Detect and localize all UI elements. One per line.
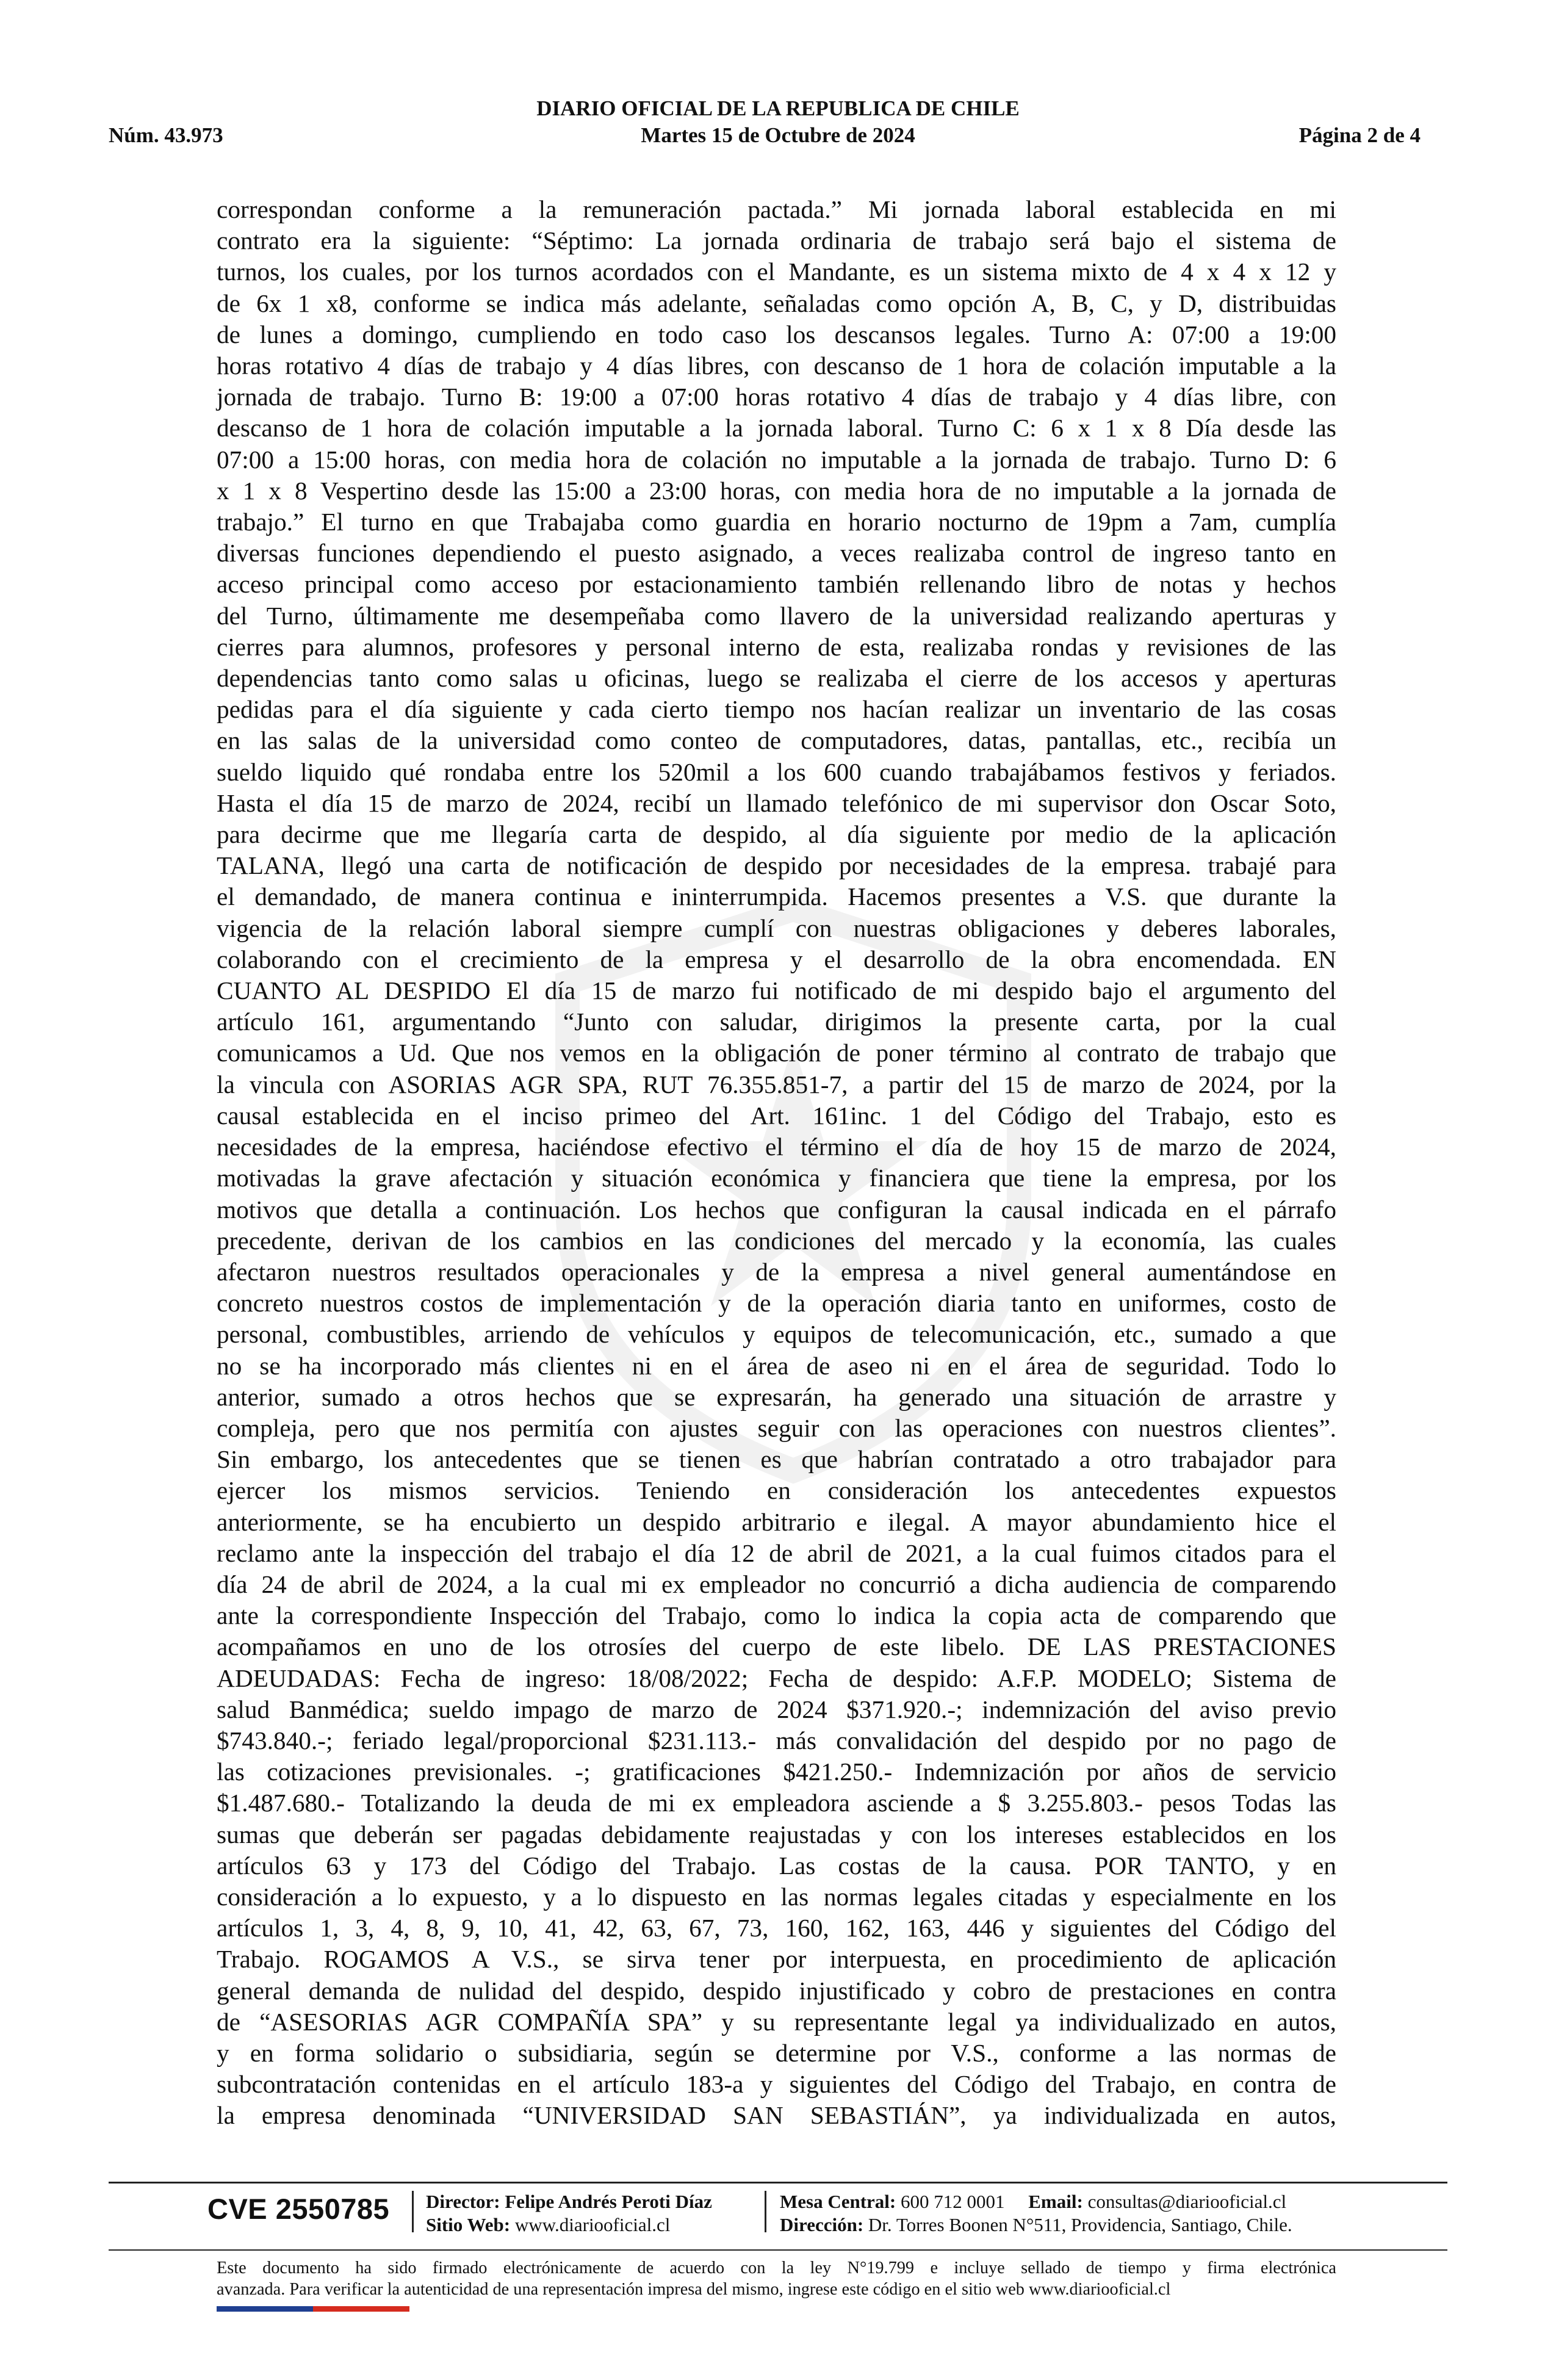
body-line: para decirme que me llegaría carta de despido, al día siguiente por medio de la aplicación (217, 820, 1336, 849)
body-line: turnos, los cuales, por los turnos acordados con el Mandante, es un sistema mixto de 4 x 4 x 12 y (217, 258, 1336, 286)
body-line: jornada de trabajo. Turno B: 19:00 a 07:00 horas rotativo 4 días de trabajo y 4 días libre, con (217, 383, 1336, 411)
flag-stripe-red (313, 2306, 409, 2312)
body-line: de lunes a domingo, cumpliendo en todo caso los descansos legales. Turno A: 07:00 a 19:00 (217, 320, 1336, 348)
body-line: compleja, pero que nos permitía con ajustes seguir con las operaciones con nuestros clientes”. (217, 1413, 1336, 1442)
body-line: TALANA, llegó una carta de notificación de despido por necesidades de la empresa. trabajé para (217, 851, 1336, 880)
body-line: CUANTO AL DESPIDO El día 15 de marzo fui notificado de mi despido bajo el argumento del (217, 976, 1336, 1005)
body-line: salud Banmédica; sueldo impago de marzo de 2024 $371.920.-; indemnización del aviso previo (217, 1695, 1336, 1723)
body-line: artículo 161, argumentando “Junto con saludar, dirigimos la presente carta, por la cual (217, 1008, 1336, 1036)
body-line: reclamo ante la inspección del trabajo el día 12 de abril de 2021, a la cual fuimos citados para el (217, 1538, 1336, 1567)
disclaimer-line: avanzada. Para verificar la autenticidad de una representación impresa del mismo, ingrese este código en el sitio web www.diariooficial.cl (217, 2280, 1171, 2299)
email-label: Email: (1028, 2191, 1083, 2212)
website-info (426, 2214, 670, 2236)
body-line: anteriormente, se ha encubierto un despido arbitrario e ilegal. A mayor abundamiento hice el (217, 1507, 1336, 1536)
issue-date: Martes 15 de Octubre de 2024 (641, 123, 915, 147)
body-line: acceso principal como acceso por estacionamiento también rellenando libro de notas y hechos (217, 570, 1336, 599)
footer-bottom-rule (109, 2249, 1447, 2251)
website-label: Sitio Web: (426, 2214, 511, 2235)
footer-top-rule (109, 2182, 1447, 2183)
body-line: contrato era la siguiente: “Séptimo: La jornada ordinaria de trabajo será bajo el sistema de (217, 226, 1336, 255)
signature-disclaimer (217, 2257, 1336, 2300)
body-line: trabajo.” El turno en que Trabajaba como guardia en horario nocturno de 19pm a 7am, cumplía (217, 508, 1336, 536)
body-line: ejercer los mismos servicios. Teniendo en consideración los antecedentes expuestos (217, 1476, 1336, 1505)
body-line: x 1 x 8 Vespertino desde las 15:00 a 23:00 horas, con media hora de no imputable a la jornada de (217, 476, 1336, 505)
phone-label: Mesa Central: (780, 2191, 896, 2212)
address-value: Dr. Torres Boonen N°511, Providencia, Santiago, Chile. (868, 2214, 1292, 2235)
flag-stripe-blue (217, 2306, 313, 2312)
body-line: Sin embargo, los antecedentes que se tienen es que habrían contratado a otro trabajador para (217, 1445, 1336, 1474)
disclaimer-line: Este documento ha sido firmado electrónicamente de acuerdo con la ley N°19.799 e incluye sellado de tiempo y firma electrónica (217, 2259, 1336, 2277)
body-line: diversas funciones dependiendo el puesto asignado, a veces realizaba control de ingreso tanto en (217, 539, 1336, 568)
body-line: día 24 de abril de 2024, a la cual mi ex empleador no concurrió a dicha audiencia de comparendo (217, 1570, 1336, 1598)
body-line: del Turno, últimamente me desempeñaba como llavero de la universidad realizando aperturas y (217, 601, 1336, 630)
address-label: Dirección: (780, 2214, 864, 2235)
body-line: las cotizaciones previsionales. -; gratificaciones $421.250.- Indemnización por años de servicio (217, 1758, 1336, 1786)
body-line: vigencia de la relación laboral siempre cumplí con nuestras obligaciones y deberes laborales, (217, 914, 1336, 942)
director-value: Felipe Andrés Peroti Díaz (505, 2191, 712, 2212)
cve-code: CVE 2550785 (207, 2193, 390, 2225)
director-info (426, 2191, 712, 2213)
body-line: ADEUDADAS: Fecha de ingreso: 18/08/2022; Fecha de despido: A.F.P. MODELO; Sistema de (217, 1664, 1336, 1692)
body-line: general demanda de nulidad del despido, despido injustificado y cobro de prestaciones en contra (217, 1976, 1336, 2005)
body-line: causal establecida en el inciso primeo del Art. 161inc. 1 del Código del Trabajo, esto es (217, 1101, 1336, 1130)
body-line: concreto nuestros costos de implementación y de la operación diaria tanto en uniformes, costo de (217, 1289, 1336, 1318)
phone-value: 600 712 0001 (901, 2191, 1005, 2212)
body-line: la vincula con ASORIAS AGR SPA, RUT 76.355.851-7, a partir del 15 de marzo de 2024, por la (217, 1070, 1336, 1098)
body-line: artículos 1, 3, 4, 8, 9, 10, 41, 42, 63, 67, 73, 160, 162, 163, 446 y siguientes del Código del (217, 1914, 1336, 1942)
website-link[interactable]: www.diariooficial.cl (514, 2214, 671, 2235)
gazette-title: DIARIO OFICIAL DE LA REPUBLICA DE CHILE (536, 96, 1020, 120)
phone-email-info (780, 2191, 1286, 2213)
issue-number: Núm. 43.973 (109, 123, 223, 147)
address-info (780, 2214, 1292, 2236)
body-line: comunicamos a Ud. Que nos vemos en la obligación de poner término al contrato de trabajo que (217, 1039, 1336, 1067)
body-line: anterior, sumado a otros hechos que se expresarán, ha generado una situación de arrastre y (217, 1382, 1336, 1411)
body-line: colaborando con el crecimiento de la empresa y el desarrollo de la obra encomendada. EN (217, 945, 1336, 973)
body-line: Trabajo. ROGAMOS A V.S., se sirva tener por interpuesta, en procedimiento de aplicación (217, 1945, 1336, 1974)
body-line: cierres para alumnos, profesores y personal interno de esta, realizaba rondas y revisiones de las (217, 632, 1336, 661)
footer-divider (765, 2191, 766, 2232)
footer-divider (412, 2191, 414, 2232)
body-line: motivos que detalla a continuación. Los hechos que configuran la causal indicada en el párrafo (217, 1195, 1336, 1224)
body-line: afectaron nuestros resultados operacionales y de la empresa a nivel general aumentándose en (217, 1257, 1336, 1286)
body-line: precedente, derivan de los cambios en las condiciones del mercado y la economía, las cuales (217, 1226, 1336, 1255)
body-line: pedidas para el día siguiente y cada cierto tiempo nos hacían realizar un inventario de las cosas (217, 695, 1336, 724)
body-line: sueldo liquido qué rondaba entre los 520mil a los 600 cuando trabajábamos festivos y feriados. (217, 757, 1336, 786)
body-line: ante la correspondiente Inspección del Trabajo, como lo indica la copia acta de comparendo que (217, 1601, 1336, 1630)
body-line: sumas que deberán ser pagadas debidamente reajustadas y con los intereses establecidos en los (217, 1820, 1336, 1848)
email-link[interactable]: consultas@diariooficial.cl (1087, 2191, 1287, 2212)
body-line: y en forma solidario o subsidiaria, según se determine por V.S., conforme a las normas de (217, 2038, 1336, 2067)
body-line: artículos 63 y 173 del Código del Trabajo. Las costas de la causa. POR TANTO, y en (217, 1851, 1336, 1880)
body-line: motivadas la grave afectación y situación económica y financiera que tiene la empresa, por los (217, 1164, 1336, 1192)
body-line: la empresa denominada “UNIVERSIDAD SAN SEBASTIÁN”, ya individualizada en autos, (217, 2101, 1336, 2130)
body-line: no se ha incorporado más clientes ni en el área de aseo ni en el área de seguridad. Todo lo (217, 1351, 1336, 1380)
body-line: de 6x 1 x8, conforme se indica más adelante, señaladas como opción A, B, C, y D, distribuidas (217, 289, 1336, 317)
body-line: correspondan conforme a la remuneración pactada.” Mi jornada laboral establecida en mi (217, 195, 1336, 223)
body-line: personal, combustibles, arriendo de vehículos y equipos de telecomunicación, etc., sumado a que (217, 1320, 1336, 1349)
body-line: subcontratación contenidas en el artículo 183-a y siguientes del Código del Trabajo, en contra de (217, 2070, 1336, 2099)
document-body (217, 194, 1336, 2132)
body-line: $1.487.680.- Totalizando la deuda de mi ex empleadora asciende a $ 3.255.803.- pesos Todas las (217, 1789, 1336, 1817)
body-line: horas rotativo 4 días de trabajo y 4 días libres, con descanso de 1 hora de colación imputable a la (217, 352, 1336, 380)
body-line: de “ASESORIAS AGR COMPAÑÍA SPA” y su representante legal ya individualizado en autos, (217, 2007, 1336, 2036)
body-line: 07:00 a 15:00 horas, con media hora de colación no imputable a la jornada de trabajo. Turno D: 6 (217, 445, 1336, 474)
page-number: Página 2 de 4 (1298, 123, 1421, 147)
director-label: Director: (426, 2191, 500, 2212)
body-line: acompañamos en uno de los otrosíes del cuerpo de este libelo. DE LAS PRESTACIONES (217, 1632, 1336, 1661)
body-line: descanso de 1 hora de colación imputable a la jornada laboral. Turno C: 6 x 1 x 8 Día desde las (217, 414, 1336, 442)
body-line: necesidades de la empresa, haciéndose efectivo el término el día de hoy 15 de marzo de 2024, (217, 1133, 1336, 1161)
body-line: el demandado, de manera continua e ininterrumpida. Hacemos presentes a V.S. que durante la (217, 882, 1336, 911)
body-line: en las salas de la universidad como conteo de computadores, datas, pantallas, etc., recibía un (217, 726, 1336, 755)
body-line: dependencias tanto como salas u oficinas, luego se realizaba el cierre de los accesos y aperturas (217, 664, 1336, 693)
body-line: consideración a lo expuesto, y a lo dispuesto en las normas legales citadas y especialmente en los (217, 1882, 1336, 1911)
body-line: Hasta el día 15 de marzo de 2024, recibí un llamado telefónico de mi supervisor don Oscar Soto, (217, 788, 1336, 817)
body-line: $743.840.-; feriado legal/proporcional $231.113.- más convalidación del despido por no pago de (217, 1726, 1336, 1754)
